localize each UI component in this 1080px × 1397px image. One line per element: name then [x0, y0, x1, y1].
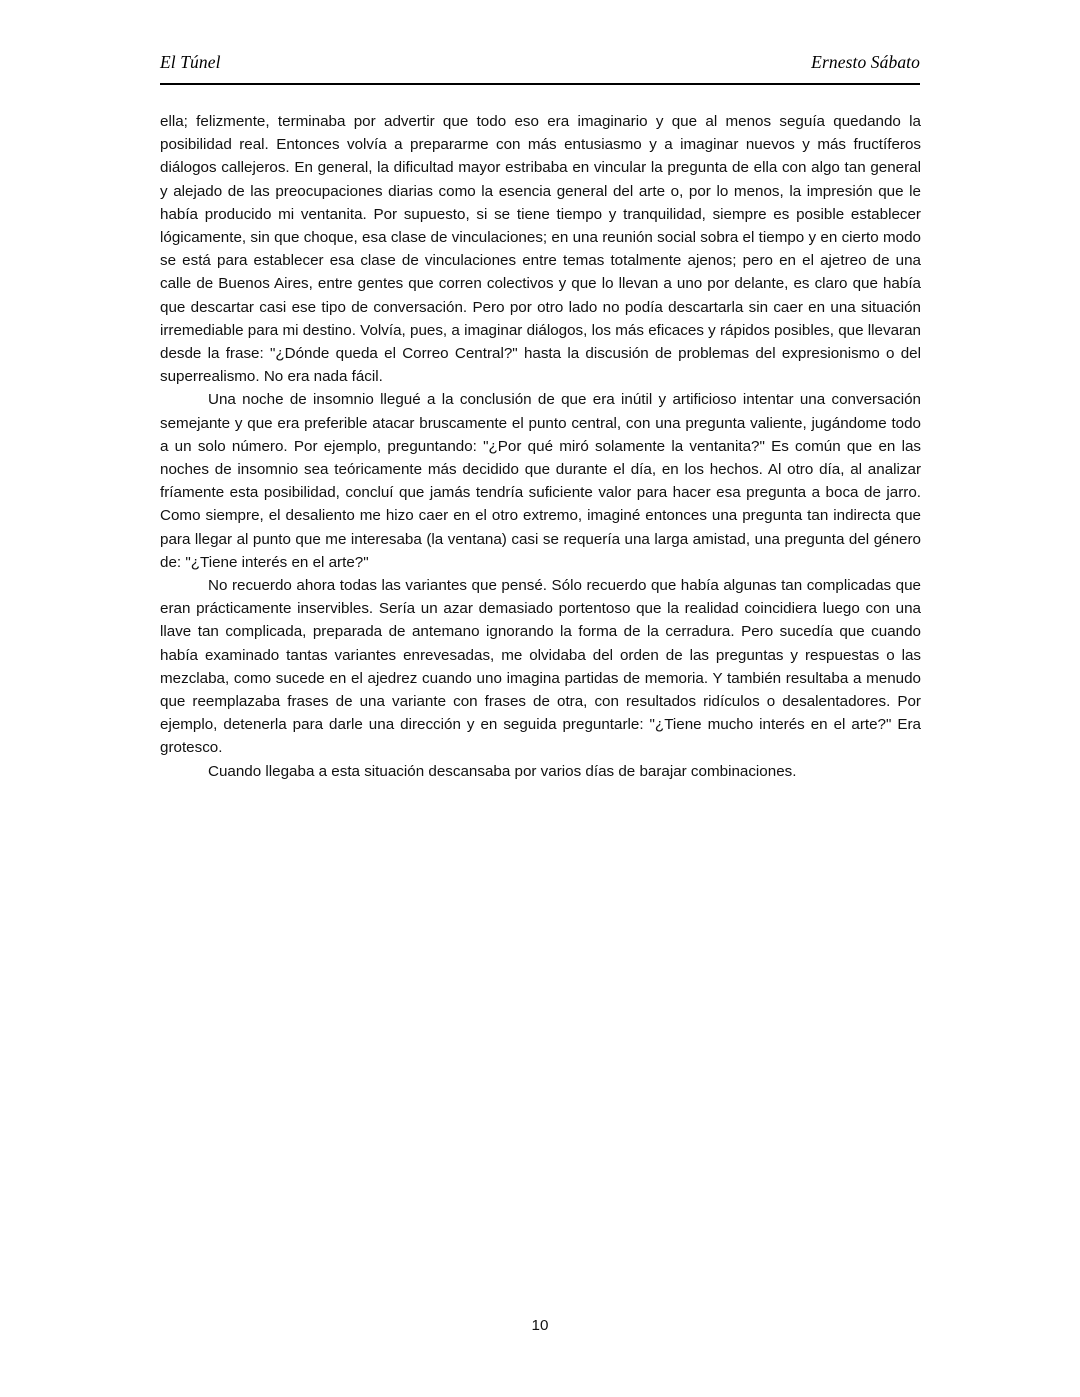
header-divider-rule	[160, 83, 920, 85]
page-number: 10	[531, 1317, 549, 1334]
running-head	[160, 52, 920, 73]
body-paragraph: Cuando llegaba a esta situación descansaba por varios días de barajar combinaciones.	[208, 762, 797, 780]
running-head-title: El Túnel	[160, 52, 221, 72]
body-paragraph: ella; felizmente, terminaba por advertir que todo eso era imaginario y que al menos seguía quedando la posibilidad real. Entonces volvía a prepararme con más entusiasmo y a imaginar nuevos y más fructíferos diálogos callejeros. En general, la dificultad mayor estribaba en vincular la pregunta de ella con algo tan general y alejado de las preocupaciones diarias como la esencia general del arte o, por lo menos, la impresión que le había producido mi ventanita. Por supuesto, si se tiene tiempo y tranquilidad, siempre es posible establecer lógicamente, sin que choque, esa clase de vinculaciones; en una reunión social sobra el tiempo y en cierto modo se está para establecer esa clase de vinculaciones entre temas totalmente ajenos; pero en el ajetreo de una calle de Buenos Aires, entre gentes que corren colectivos y que lo llevan a uno por delante, es claro que había que descartar casi ese tipo de conversación. Pero por otro lado no podía descartarla sin caer en una situación irremediable para mi destino. Volvía, pues, a imaginar diálogos, los más eficaces y rápidos posibles, que llevaran desde la frase: "¿Dónde queda el Correo Central?" hasta la discusión de problemas del expresionismo o del superrealismo. No era nada fácil.	[160, 113, 921, 386]
running-head-author: Ernesto Sábato	[811, 52, 920, 72]
body-paragraph: Una noche de insomnio llegué a la conclusión de que era inútil y artificioso intentar una conversación semejante y que era preferible atacar bruscamente el punto central, con una pregunta valiente, jugándome todo a un solo número. Por ejemplo, preguntando: "¿Por qué miró solamente la ventanita?" Es común que en las noches de insomnio sea teóricamente más decidido que durante el día, en los hechos. Al otro día, al analizar fríamente esta posibilidad, concluí que jamás tendría suficiente valor para hacer esa pregunta a boca de jarro. Como siempre, el desaliento me hizo caer en el otro extremo, imaginé entonces una pregunta tan indirecta que para llegar al punto que me interesaba (la ventana) casi se requería una larga amistad, una pregunta del género de: "¿Tiene interés en el arte?"	[160, 391, 921, 571]
body-text-block	[160, 110, 921, 783]
body-paragraph: No recuerdo ahora todas las variantes que pensé. Sólo recuerdo que había algunas tan complicadas que eran prácticamente inservibles. Sería un azar demasiado portentoso que la realidad coincidiera luego con una llave tan complicada, preparada de antemano ignorando la forma de la cerradura. Pero sucedía que cuando había examinado tantas variantes enrevesadas, me olvidaba del orden de las preguntas y respuestas o las mezclaba, como sucede en el ajedrez cuando uno imagina partidas de memoria. Y también resultaba a menudo que reemplazaba frases de una variante con frases de otra, con resultados ridículos o desalentadores. Por ejemplo, detenerla para darle una dirección y en seguida preguntarle: "¿Tiene mucho interés en el arte?" Era grotesco.	[160, 577, 921, 757]
